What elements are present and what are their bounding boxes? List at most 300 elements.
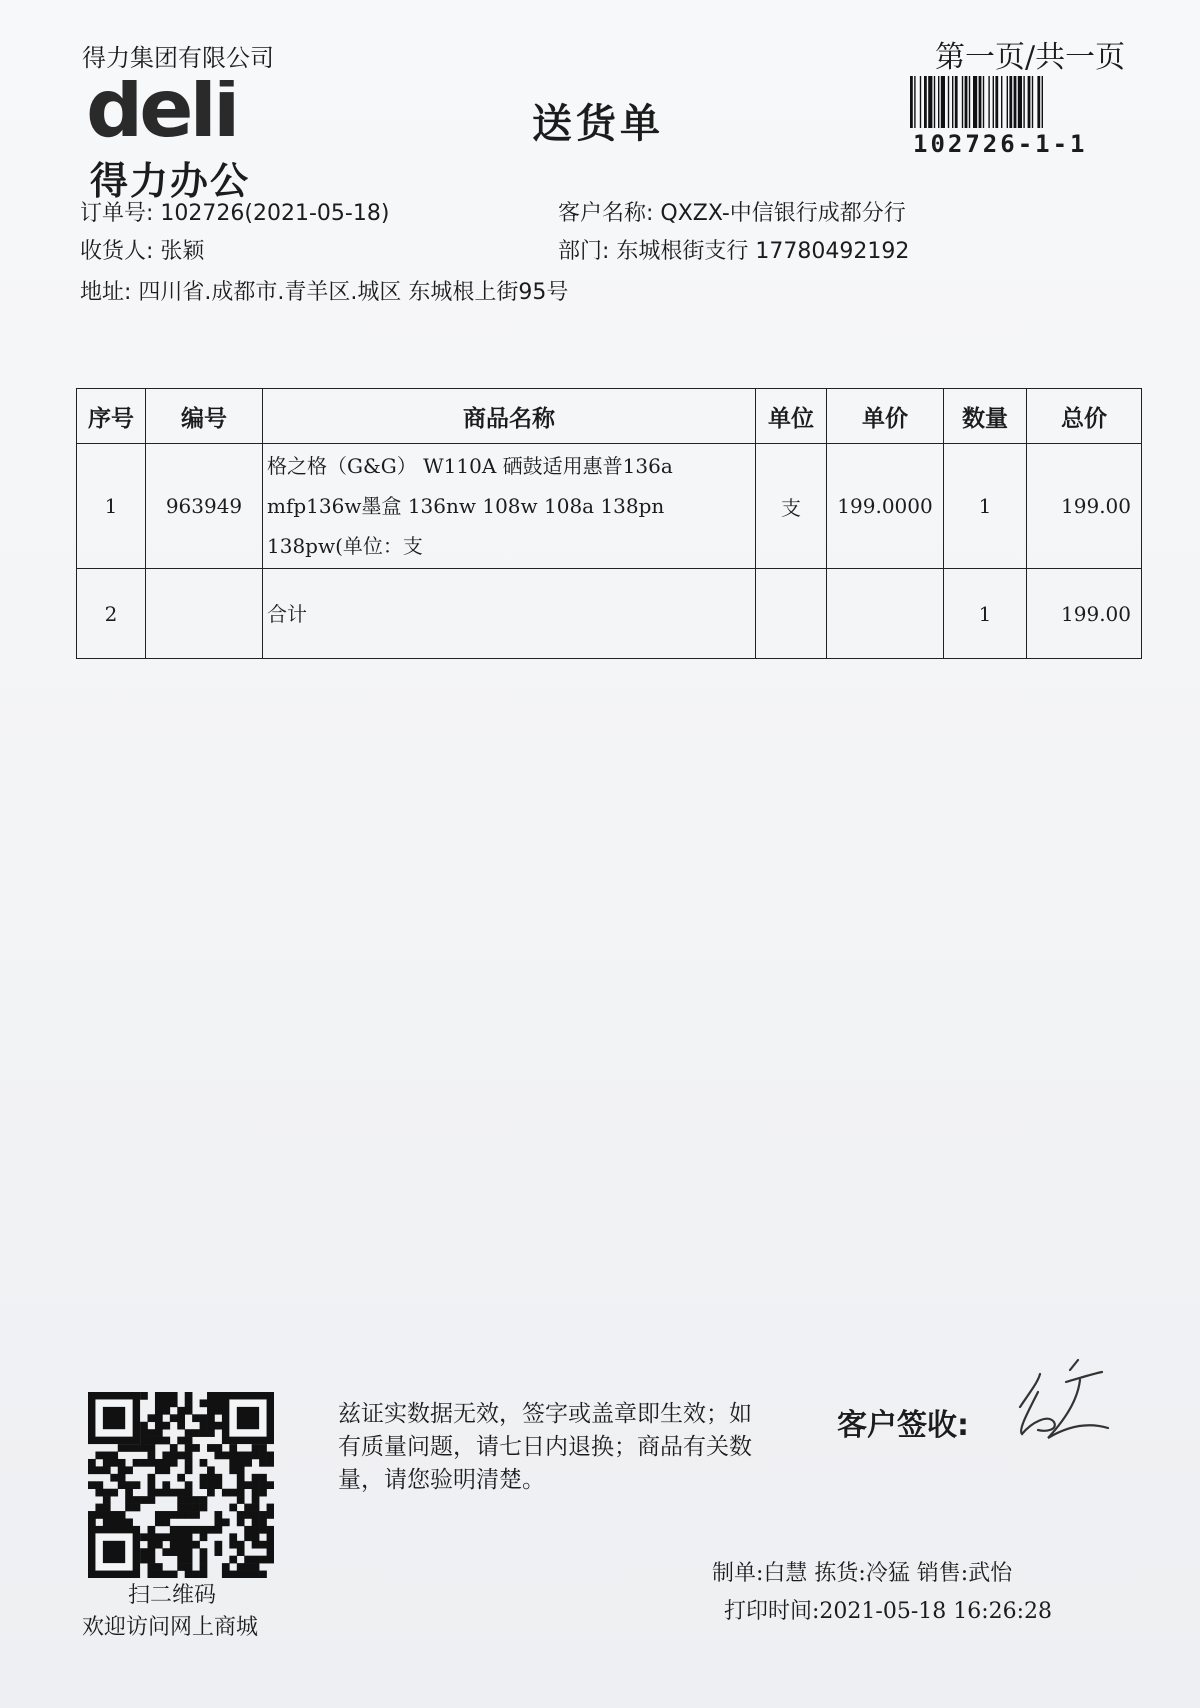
qr-module — [200, 1481, 208, 1489]
qr-module — [170, 1548, 178, 1556]
qr-finder-inner — [103, 1541, 125, 1563]
qr-module — [207, 1444, 215, 1452]
qr-module — [259, 1526, 267, 1534]
qr-module — [110, 1511, 118, 1519]
barcode-bar — [928, 76, 932, 128]
row-code: 963949 — [146, 444, 263, 569]
logo-subtitle: 得力办公 — [90, 159, 251, 203]
qr-module — [148, 1496, 156, 1504]
barcode-bar — [979, 76, 982, 128]
customer-value: QXZX-中信银行成都分行 — [660, 201, 906, 226]
qr-module — [103, 1489, 111, 1497]
qr-module — [185, 1466, 193, 1474]
header-price: 单价 — [827, 389, 944, 444]
qr-module — [237, 1496, 245, 1504]
qr-module — [214, 1474, 222, 1482]
qr-module — [237, 1489, 245, 1497]
qr-module — [148, 1556, 156, 1564]
qr-module — [162, 1511, 170, 1519]
qr-module — [177, 1541, 185, 1549]
qr-module — [185, 1533, 193, 1541]
qr-module — [244, 1556, 252, 1564]
qr-module — [252, 1452, 260, 1460]
qr-module — [88, 1481, 96, 1489]
row-total: 199.00 — [1027, 569, 1142, 659]
qr-module — [103, 1518, 111, 1526]
barcode-bar — [1032, 76, 1033, 128]
qr-module — [214, 1481, 222, 1489]
qr-module — [259, 1444, 267, 1452]
qr-module — [229, 1444, 237, 1452]
qr-module — [170, 1399, 178, 1407]
qr-module — [244, 1533, 252, 1541]
qr-module — [140, 1392, 148, 1400]
qr-module — [244, 1571, 252, 1578]
barcode-bar — [973, 76, 977, 128]
qr-module — [155, 1392, 163, 1400]
qr-module — [237, 1541, 245, 1549]
qr-module — [192, 1511, 200, 1519]
qr-module — [185, 1399, 193, 1407]
barcode-bar — [1009, 76, 1012, 128]
qr-module — [110, 1452, 118, 1460]
qr-module — [110, 1474, 118, 1482]
barcode-bar — [988, 76, 989, 128]
qr-module — [229, 1452, 237, 1460]
qr-module — [207, 1414, 215, 1422]
qr-module — [155, 1429, 163, 1437]
qr-module — [229, 1533, 237, 1541]
qr-module — [207, 1466, 215, 1474]
qr-module — [162, 1489, 170, 1497]
barcode-bar — [969, 76, 970, 128]
qr-module — [155, 1422, 163, 1430]
barcode-bar — [1018, 76, 1022, 128]
qr-module — [88, 1518, 96, 1526]
qr-module — [133, 1504, 141, 1512]
qr-module — [185, 1556, 193, 1564]
qr-module — [133, 1481, 141, 1489]
qr-module — [162, 1422, 170, 1430]
qr-module — [192, 1526, 200, 1534]
qr-module — [148, 1571, 156, 1578]
qr-module — [267, 1541, 274, 1549]
qr-module — [252, 1563, 260, 1571]
qr-module — [222, 1571, 230, 1578]
qr-module — [177, 1556, 185, 1564]
qr-module — [155, 1437, 163, 1445]
qr-module — [148, 1452, 156, 1460]
qr-module — [185, 1526, 193, 1534]
qr-module — [88, 1459, 96, 1467]
row-total: 199.00 — [1027, 444, 1142, 569]
qr-module — [267, 1511, 274, 1519]
qr-module — [267, 1459, 274, 1467]
qr-module — [200, 1548, 208, 1556]
qr-module — [252, 1526, 260, 1534]
qr-module — [214, 1518, 222, 1526]
qr-module — [177, 1414, 185, 1422]
barcode-bar — [1037, 76, 1040, 128]
qr-module — [155, 1533, 163, 1541]
qr-module — [244, 1459, 252, 1467]
qr-module — [125, 1466, 133, 1474]
qr-module — [140, 1437, 148, 1445]
qr-module — [155, 1466, 163, 1474]
qr-module — [207, 1526, 215, 1534]
qr-module — [214, 1407, 222, 1415]
qr-module — [252, 1496, 260, 1504]
barcode-bar — [924, 76, 927, 128]
qr-module — [177, 1533, 185, 1541]
qr-module — [148, 1548, 156, 1556]
qr-module — [125, 1518, 133, 1526]
qr-module — [267, 1481, 274, 1489]
qr-module — [148, 1563, 156, 1571]
qr-module — [200, 1414, 208, 1422]
qr-module — [95, 1511, 103, 1519]
barcode-bar — [914, 76, 915, 128]
qr-module — [162, 1533, 170, 1541]
department-field — [558, 234, 909, 265]
qr-module — [237, 1466, 245, 1474]
order-number-field — [80, 196, 389, 227]
qr-module — [200, 1496, 208, 1504]
qr-module — [192, 1571, 200, 1578]
row-qty: 1 — [944, 444, 1027, 569]
handwritten-signature — [1008, 1352, 1118, 1452]
qr-module — [103, 1511, 111, 1519]
qr-module — [259, 1556, 267, 1564]
barcode-bars — [910, 76, 1125, 128]
row-seq: 2 — [77, 569, 146, 659]
qr-module — [229, 1571, 237, 1578]
qr-module — [177, 1422, 185, 1430]
qr-module — [214, 1422, 222, 1430]
qr-module — [170, 1459, 178, 1467]
qr-module — [110, 1489, 118, 1497]
qr-module — [192, 1414, 200, 1422]
qr-module — [267, 1548, 274, 1556]
qr-module — [259, 1474, 267, 1482]
row-unit: 支 — [756, 444, 827, 569]
order-value: 102726(2021-05-18) — [160, 201, 390, 226]
qr-module — [259, 1452, 267, 1460]
qr-module — [237, 1511, 245, 1519]
row-unit — [756, 569, 827, 659]
barcode-bar — [1023, 76, 1024, 128]
qr-module — [229, 1504, 237, 1512]
qr-module — [155, 1459, 163, 1467]
header-qty: 数量 — [944, 389, 1027, 444]
qr-module — [162, 1452, 170, 1460]
barcode-bar — [962, 76, 963, 128]
qr-module — [200, 1474, 208, 1482]
qr-module — [185, 1571, 193, 1578]
qr-module — [148, 1444, 156, 1452]
qr-module — [125, 1444, 133, 1452]
qr-module — [148, 1481, 156, 1489]
barcode-bar — [1001, 76, 1002, 128]
qr-module — [244, 1504, 252, 1512]
qr-module — [192, 1429, 200, 1437]
row-price: 199.0000 — [827, 444, 944, 569]
qr-module — [252, 1481, 260, 1489]
qr-module — [214, 1452, 222, 1460]
qr-module — [185, 1489, 193, 1497]
qr-module — [103, 1452, 111, 1460]
qr-module — [267, 1526, 274, 1534]
qr-module — [192, 1541, 200, 1549]
barcode-bar — [910, 76, 913, 128]
qr-module — [95, 1489, 103, 1497]
row-product-name: 合计 — [263, 569, 756, 659]
qr-module — [214, 1541, 222, 1549]
qr-module — [200, 1533, 208, 1541]
barcode-bar — [993, 76, 994, 128]
qr-module — [140, 1533, 148, 1541]
qr-module — [222, 1518, 230, 1526]
qr-module — [207, 1399, 215, 1407]
qr-module — [118, 1459, 126, 1467]
qr-module — [140, 1496, 148, 1504]
qr-module — [185, 1563, 193, 1571]
qr-module — [185, 1504, 193, 1512]
barcode-bar — [1042, 76, 1043, 128]
qr-module — [103, 1504, 111, 1512]
qr-module — [185, 1496, 193, 1504]
qr-module — [170, 1392, 178, 1400]
qr-finder-inner — [237, 1407, 259, 1429]
qr-module — [259, 1571, 267, 1578]
row-qty: 1 — [944, 569, 1027, 659]
barcode-bar — [965, 76, 968, 128]
qr-module — [207, 1407, 215, 1415]
qr-module — [125, 1481, 133, 1489]
qr-module — [170, 1489, 178, 1497]
barcode-bar — [952, 76, 953, 128]
qr-module — [244, 1563, 252, 1571]
barcode — [910, 76, 1125, 132]
qr-module — [95, 1504, 103, 1512]
qr-module — [214, 1511, 222, 1519]
qr-module — [207, 1392, 215, 1400]
address-field — [80, 275, 568, 306]
qr-module — [148, 1414, 156, 1422]
qr-module — [177, 1504, 185, 1512]
qr-module — [140, 1422, 148, 1430]
qr-module — [237, 1474, 245, 1482]
barcode-number: 102726-1-1 — [913, 130, 1088, 158]
qr-module — [148, 1437, 156, 1445]
qr-module — [185, 1548, 193, 1556]
qr-module — [192, 1504, 200, 1512]
row-price — [827, 569, 944, 659]
qr-module — [155, 1489, 163, 1497]
row-product-name: 格之格（G&G） W110A 硒鼓适用惠普136a mfp136w墨盒 136nw 108w 108a 138pn 138pw(单位：支 — [263, 444, 756, 569]
qr-module — [155, 1414, 163, 1422]
deli-logo — [86, 80, 286, 150]
qr-module — [237, 1563, 245, 1571]
staff-info: 制单:白慧 拣货:冷猛 销售:武怡 — [712, 1561, 1013, 1586]
qr-module — [200, 1526, 208, 1534]
qr-module — [207, 1422, 215, 1430]
qr-module — [170, 1533, 178, 1541]
qr-module — [200, 1429, 208, 1437]
qr-module — [118, 1481, 126, 1489]
qr-module — [148, 1533, 156, 1541]
qr-module — [259, 1481, 267, 1489]
header-seq: 序号 — [77, 389, 146, 444]
qr-module — [118, 1466, 126, 1474]
address-label: 地址: — [80, 280, 132, 305]
qr-module — [185, 1429, 193, 1437]
qr-module — [95, 1452, 103, 1460]
qr-module — [214, 1526, 222, 1534]
qr-module — [170, 1526, 178, 1534]
qr-module — [252, 1489, 260, 1497]
qr-module — [185, 1481, 193, 1489]
qr-finder-inner — [103, 1407, 125, 1429]
qr-module — [162, 1459, 170, 1467]
barcode-bar — [1014, 76, 1017, 128]
qr-module — [267, 1556, 274, 1564]
qr-module — [237, 1571, 245, 1578]
qr-module — [214, 1392, 222, 1400]
company-name: 得力集团有限公司 — [82, 44, 274, 72]
qr-module — [192, 1444, 200, 1452]
qr-module — [237, 1452, 245, 1460]
department-label: 部门: — [558, 239, 610, 264]
qr-module — [177, 1563, 185, 1571]
signature — [1008, 1352, 1118, 1456]
header-code: 编号 — [146, 389, 263, 444]
qr-module — [244, 1526, 252, 1534]
receiver-field — [80, 234, 204, 265]
qr-module — [244, 1511, 252, 1519]
order-label: 订单号: — [80, 201, 154, 226]
qr-module — [103, 1496, 111, 1504]
receiver-value: 张颖 — [160, 239, 205, 264]
qr-module — [177, 1437, 185, 1445]
qr-module — [214, 1444, 222, 1452]
qr-module — [155, 1563, 163, 1571]
qr-module — [259, 1459, 267, 1467]
qr-module — [259, 1489, 267, 1497]
qr-module — [162, 1481, 170, 1489]
qr-module — [133, 1444, 141, 1452]
qr-module — [177, 1489, 185, 1497]
qr-module — [155, 1407, 163, 1415]
qr-module — [170, 1414, 178, 1422]
qr-module — [170, 1571, 178, 1578]
qr-module — [200, 1459, 208, 1467]
qr-module — [244, 1481, 252, 1489]
qr-module — [185, 1541, 193, 1549]
qr-module — [237, 1459, 245, 1467]
table-row — [77, 569, 1142, 659]
qr-module — [148, 1459, 156, 1467]
qr-module — [162, 1548, 170, 1556]
qr-code — [88, 1392, 274, 1578]
barcode-bar — [938, 76, 939, 128]
qr-module — [110, 1518, 118, 1526]
row-seq: 1 — [77, 444, 146, 569]
qr-module — [155, 1511, 163, 1519]
qr-module — [252, 1518, 260, 1526]
qr-module — [148, 1526, 156, 1534]
qr-module — [95, 1481, 103, 1489]
qr-module — [170, 1452, 178, 1460]
qr-module — [95, 1466, 103, 1474]
customer-sign-label: 客户签收: — [837, 1408, 969, 1443]
qr-module — [177, 1474, 185, 1482]
qr-module — [177, 1452, 185, 1460]
qr-module — [267, 1452, 274, 1460]
qr-module — [140, 1444, 148, 1452]
qr-module — [118, 1444, 126, 1452]
qr-module — [170, 1541, 178, 1549]
logo-wordmark — [86, 80, 286, 146]
qr-module — [237, 1548, 245, 1556]
qr-module — [259, 1541, 267, 1549]
qr-module — [252, 1444, 260, 1452]
customer-field — [558, 196, 906, 227]
qr-module — [229, 1489, 237, 1497]
qr-module — [162, 1407, 170, 1415]
barcode-bar — [1007, 76, 1008, 128]
qr-caption-mall: 欢迎访问网上商城 — [82, 1615, 259, 1640]
qr-module — [237, 1481, 245, 1489]
qr-module — [252, 1533, 260, 1541]
qr-module — [162, 1466, 170, 1474]
qr-module — [229, 1459, 237, 1467]
qr-module — [259, 1518, 267, 1526]
notice-text: 兹证实数据无效，签字或盖章即生效；如有质量问题，请七日内退换；商品有关数量，请您验明清楚。 — [338, 1401, 752, 1493]
qr-module — [140, 1548, 148, 1556]
qr-module — [162, 1437, 170, 1445]
qr-module — [133, 1459, 141, 1467]
qr-module — [88, 1511, 96, 1519]
qr-caption-scan: 扫二维码 — [128, 1583, 217, 1608]
qr-module — [177, 1511, 185, 1519]
qr-module — [200, 1563, 208, 1571]
qr-module — [162, 1399, 170, 1407]
qr-module — [252, 1511, 260, 1519]
qr-module — [155, 1399, 163, 1407]
receiver-label: 收货人: — [80, 239, 154, 264]
qr-module — [88, 1466, 96, 1474]
qr-module — [133, 1496, 141, 1504]
qr-module — [200, 1422, 208, 1430]
qr-module — [148, 1489, 156, 1497]
qr-module — [222, 1452, 230, 1460]
document-title: 送货单 — [532, 101, 664, 147]
qr-module — [125, 1496, 133, 1504]
qr-module — [252, 1504, 260, 1512]
qr-module — [162, 1392, 170, 1400]
qr-module — [222, 1489, 230, 1497]
qr-module — [118, 1474, 126, 1482]
qr-module — [244, 1452, 252, 1460]
qr-module — [148, 1429, 156, 1437]
qr-module — [177, 1548, 185, 1556]
qr-module — [125, 1504, 133, 1512]
qr-module — [222, 1563, 230, 1571]
qr-module — [140, 1556, 148, 1564]
barcode-bar — [941, 76, 945, 128]
qr-module — [229, 1541, 237, 1549]
